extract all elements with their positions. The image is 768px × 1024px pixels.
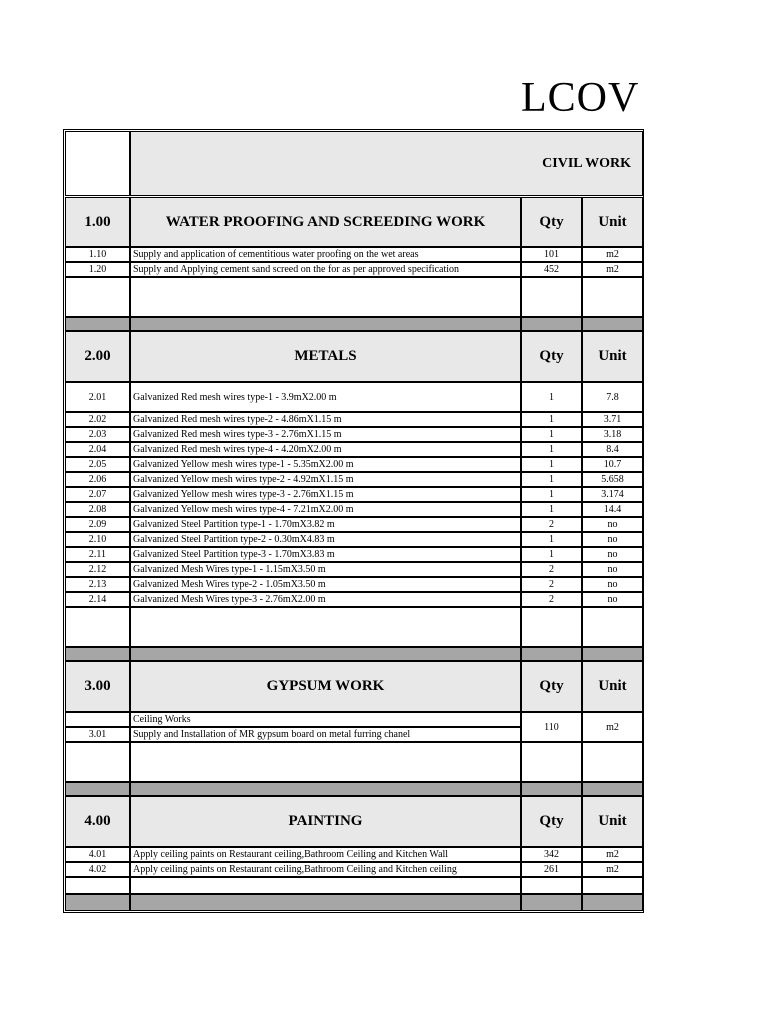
separator-row-c1 <box>130 782 521 796</box>
item-qty: 1 <box>521 427 582 442</box>
item-number: 2.10 <box>65 532 130 547</box>
unit-header: Unit <box>582 796 643 847</box>
separator-row-c3 <box>582 647 643 661</box>
item-qty: 1 <box>521 547 582 562</box>
item-description: Galvanized Yellow mesh wires type-3 - 2.76mX1.15 m <box>130 487 521 502</box>
item-qty: 101 <box>521 247 582 262</box>
item-unit: 10.7 <box>582 457 643 472</box>
section-title: WATER PROOFING AND SCREEDING WORK <box>130 197 521 247</box>
separator-row-c1 <box>130 894 521 911</box>
item-number: 2.08 <box>65 502 130 517</box>
item-qty: 1 <box>521 487 582 502</box>
item-number: 1.10 <box>65 247 130 262</box>
item-description: Apply ceiling paints on Restaurant ceiling,Bathroom Ceiling and Kitchen ceiling <box>130 862 521 877</box>
item-description: Ceiling Works <box>130 712 521 727</box>
blank-row-c1 <box>130 607 521 647</box>
separator-row-c0 <box>65 782 130 796</box>
item-qty: 1 <box>521 532 582 547</box>
separator-row-c3 <box>582 894 643 911</box>
item-qty: 2 <box>521 562 582 577</box>
item-description: Supply and application of cementitious water proofing on the wet areas <box>130 247 521 262</box>
item-number: 2.14 <box>65 592 130 607</box>
item-unit: 5.658 <box>582 472 643 487</box>
item-unit: m2 <box>582 247 643 262</box>
blank-row-c1 <box>130 877 521 894</box>
item-qty: 1 <box>521 502 582 517</box>
banner-number-cell <box>65 131 130 196</box>
blank-row-c1 <box>130 277 521 317</box>
item-number: 3.01 <box>65 727 130 742</box>
separator-row-c3 <box>582 782 643 796</box>
item-description: Galvanized Mesh Wires type-1 - 1.15mX3.50 m <box>130 562 521 577</box>
item-description: Galvanized Yellow mesh wires type-1 - 5.35mX2.00 m <box>130 457 521 472</box>
item-description: Galvanized Mesh Wires type-2 - 1.05mX3.50 m <box>130 577 521 592</box>
separator-row-c2 <box>521 782 582 796</box>
blank-row-c0 <box>65 742 130 782</box>
separator-row-c2 <box>521 317 582 331</box>
item-number: 4.02 <box>65 862 130 877</box>
blank-row-c2 <box>521 742 582 782</box>
blank-row-c0 <box>65 277 130 317</box>
qty-header: Qty <box>521 796 582 847</box>
blank-row-c2 <box>521 277 582 317</box>
civil-work-banner: CIVIL WORK <box>130 131 643 196</box>
separator-row-c0 <box>65 317 130 331</box>
item-unit: no <box>582 547 643 562</box>
item-unit: no <box>582 592 643 607</box>
boq-table <box>63 129 644 913</box>
blank-row-c3 <box>582 877 643 894</box>
document-title: LCOV <box>521 75 640 121</box>
blank-row-c3 <box>582 742 643 782</box>
item-description: Galvanized Steel Partition type-1 - 1.70mX3.82 m <box>130 517 521 532</box>
item-description: Galvanized Red mesh wires type-3 - 2.76mX1.15 m <box>130 427 521 442</box>
item-description: Galvanized Red mesh wires type-4 - 4.20mX2.00 m <box>130 442 521 457</box>
item-description: Galvanized Red mesh wires type-1 - 3.9mX2.00 m <box>130 382 521 412</box>
separator-row-c0 <box>65 647 130 661</box>
qty-header: Qty <box>521 197 582 247</box>
item-unit: 3.71 <box>582 412 643 427</box>
item-qty: 2 <box>521 517 582 532</box>
item-description: Supply and Installation of MR gypsum board on metal furring chanel <box>130 727 521 742</box>
item-number: 2.07 <box>65 487 130 502</box>
qty-header: Qty <box>521 661 582 712</box>
item-qty: 1 <box>521 382 582 412</box>
item-description: Apply ceiling paints on Restaurant ceiling,Bathroom Ceiling and Kitchen Wall <box>130 847 521 862</box>
item-unit: no <box>582 532 643 547</box>
blank-row-c2 <box>521 877 582 894</box>
item-description: Galvanized Yellow mesh wires type-2 - 4.92mX1.15 m <box>130 472 521 487</box>
item-unit: no <box>582 562 643 577</box>
item-number: 2.04 <box>65 442 130 457</box>
item-qty: 1 <box>521 442 582 457</box>
item-unit: 14.4 <box>582 502 643 517</box>
unit-header: Unit <box>582 197 643 247</box>
item-number <box>65 712 130 727</box>
item-qty: 2 <box>521 577 582 592</box>
section-number: 2.00 <box>65 331 130 382</box>
unit-header: Unit <box>582 661 643 712</box>
item-number: 2.13 <box>65 577 130 592</box>
item-unit: 8.4 <box>582 442 643 457</box>
item-number: 2.03 <box>65 427 130 442</box>
section-title: METALS <box>130 331 521 382</box>
section-number: 1.00 <box>65 197 130 247</box>
item-description: Galvanized Yellow mesh wires type-4 - 7.21mX2.00 m <box>130 502 521 517</box>
separator-row-c2 <box>521 647 582 661</box>
qty-header: Qty <box>521 331 582 382</box>
item-unit: 7.8 <box>582 382 643 412</box>
blank-row-c3 <box>582 607 643 647</box>
item-description: Galvanized Mesh Wires type-3 - 2.76mX2.00 m <box>130 592 521 607</box>
item-number: 2.09 <box>65 517 130 532</box>
blank-row-c3 <box>582 277 643 317</box>
item-unit: 3.18 <box>582 427 643 442</box>
item-qty: 2 <box>521 592 582 607</box>
item-qty: 261 <box>521 862 582 877</box>
item-unit: 3.174 <box>582 487 643 502</box>
item-qty: 1 <box>521 472 582 487</box>
item-number: 2.02 <box>65 412 130 427</box>
item-description: Supply and Applying cement sand screed on the for as per approved specification <box>130 262 521 277</box>
blank-row-c1 <box>130 742 521 782</box>
blank-row-c0 <box>65 607 130 647</box>
separator-row-c3 <box>582 317 643 331</box>
separator-row-c2 <box>521 894 582 911</box>
item-qty: 110 <box>521 712 582 742</box>
separator-row-c0 <box>65 894 130 911</box>
item-unit: m2 <box>582 712 643 742</box>
section-title: GYPSUM WORK <box>130 661 521 712</box>
item-unit: no <box>582 517 643 532</box>
item-unit: m2 <box>582 862 643 877</box>
item-number: 2.11 <box>65 547 130 562</box>
section-title: PAINTING <box>130 796 521 847</box>
item-unit: no <box>582 577 643 592</box>
item-unit: m2 <box>582 847 643 862</box>
blank-row-c0 <box>65 877 130 894</box>
separator-row-c1 <box>130 647 521 661</box>
item-qty: 452 <box>521 262 582 277</box>
item-description: Galvanized Steel Partition type-2 - 0.30mX4.83 m <box>130 532 521 547</box>
item-description: Galvanized Steel Partition type-3 - 1.70mX3.83 m <box>130 547 521 562</box>
item-number: 4.01 <box>65 847 130 862</box>
section-number: 3.00 <box>65 661 130 712</box>
section-number: 4.00 <box>65 796 130 847</box>
item-qty: 1 <box>521 412 582 427</box>
item-number: 1.20 <box>65 262 130 277</box>
item-number: 2.12 <box>65 562 130 577</box>
item-unit: m2 <box>582 262 643 277</box>
item-description: Galvanized Red mesh wires type-2 - 4.86mX1.15 m <box>130 412 521 427</box>
item-number: 2.06 <box>65 472 130 487</box>
blank-row-c2 <box>521 607 582 647</box>
item-qty: 342 <box>521 847 582 862</box>
item-qty: 1 <box>521 457 582 472</box>
item-number: 2.01 <box>65 382 130 412</box>
item-number: 2.05 <box>65 457 130 472</box>
unit-header: Unit <box>582 331 643 382</box>
separator-row-c1 <box>130 317 521 331</box>
